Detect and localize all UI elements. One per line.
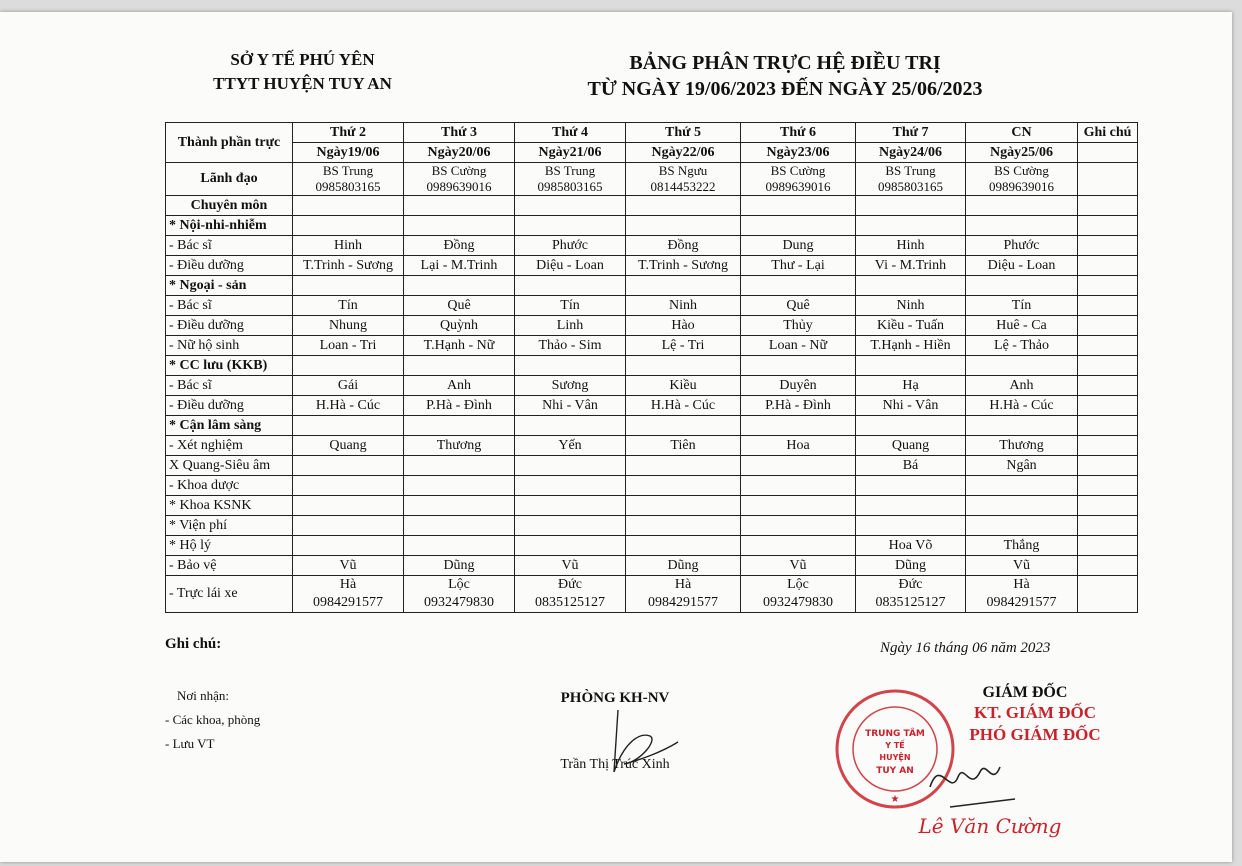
row-label: - Điều dưỡng [166,256,293,276]
org-line-2: TTYT HUYỆN TUY AN [213,74,392,93]
duty-cell [626,216,741,236]
duty-cell: Thương [404,436,515,456]
table-row [166,316,1138,336]
note-cell [1078,296,1138,316]
header-date-cell: Ngày23/06 [741,143,856,163]
leader-cell [856,163,966,196]
duty-cell: Yến [515,436,626,456]
leader-cell [626,163,741,196]
duty-cell: Thư - Lại [741,256,856,276]
org-header [175,48,430,96]
leader-phone: 0989639016 [765,179,831,194]
row-label: Lãnh đạo [166,163,293,196]
recipients-title: Nơi nhận: [177,688,230,703]
duty-cell [741,476,856,496]
duty-cell: Nhung [293,316,404,336]
stamp-text-1: TRUNG TÂM [865,729,925,739]
table-row [166,416,1138,436]
row-label: - Trực lái xe [166,576,293,613]
duty-cell [626,456,741,476]
deputy-director-line-1: KT. GIÁM ĐỐC [974,703,1096,722]
row-label: * Hộ lý [166,536,293,556]
table-row [166,216,1138,236]
table-row [166,436,1138,456]
duty-cell [515,216,626,236]
leader-name: BS Cường [770,163,826,178]
duty-cell [293,216,404,236]
note-cell [1078,216,1138,236]
duty-cell [404,356,515,376]
duty-cell [626,196,741,216]
recipient-item: - Các khoa, phòng [165,712,261,727]
duty-cell [856,196,966,216]
recipients-block [165,684,260,756]
duty-cell: Anh [966,376,1078,396]
duty-cell [966,356,1078,376]
driver-name: Hà [1013,577,1030,592]
leader-cell [741,163,856,196]
duty-cell: Hinh [293,236,404,256]
table-row [166,276,1138,296]
leader-cell [515,163,626,196]
duty-cell: Nhi - Vân [856,396,966,416]
note-cell [1078,576,1138,613]
note-cell [1078,236,1138,256]
note-cell [1078,276,1138,296]
duty-cell: Dũng [404,556,515,576]
row-label: * Khoa KSNK [166,496,293,516]
driver-name: Đức [558,577,582,592]
leader-cell [404,163,515,196]
table-header-row [166,143,1138,163]
row-label: - Bác sĩ [166,376,293,396]
duty-cell: Vũ [741,556,856,576]
duty-cell [741,496,856,516]
leader-cell [966,163,1078,196]
table-row [166,163,1138,196]
row-label: X Quang-Siêu âm [166,456,293,476]
org-line-1: SỞ Y TẾ PHÚ YÊN [230,50,375,69]
driver-phone: 0835125127 [875,595,946,610]
row-label: * Ngoại - sản [166,276,293,296]
driver-cell [626,576,741,613]
duty-cell: Ninh [626,296,741,316]
duty-cell: Hinh [856,236,966,256]
duty-cell [856,496,966,516]
duty-cell: Thương [966,436,1078,456]
duty-cell: H.Hà - Cúc [966,396,1078,416]
duty-cell: Lệ - Tri [626,336,741,356]
driver-phone: 0984291577 [648,595,718,610]
duty-cell: Phước [515,236,626,256]
header-date-cell: Ngày24/06 [856,143,966,163]
note-cell [1078,336,1138,356]
table-row [166,496,1138,516]
header-day-cell: Thứ 4 [515,123,626,143]
duty-cell [741,356,856,376]
duty-cell [404,496,515,516]
table-row [166,236,1138,256]
leader-name: BS Trung [885,163,936,178]
driver-phone: 0932479830 [763,595,833,610]
duty-cell [741,456,856,476]
leader-name: BS Trung [322,163,374,178]
duty-cell [856,356,966,376]
director-signature-icon [920,747,1030,817]
duty-cell: Duyên [741,376,856,396]
duty-cell: P.Hà - Đình [741,396,856,416]
duty-cell: Thắng [966,536,1078,556]
duty-cell [404,456,515,476]
duty-cell [856,476,966,496]
duty-cell: Loan - Nữ [741,336,856,356]
note-cell [1078,456,1138,476]
duty-cell [404,516,515,536]
duty-cell [966,276,1078,296]
table-row [166,516,1138,536]
duty-cell: Hoa Võ [856,536,966,556]
leader-phone: 0985803165 [878,179,943,194]
note-cell [1078,396,1138,416]
leader-name: BS Trung [544,163,596,178]
duty-cell [404,536,515,556]
table-row [166,576,1138,613]
stamp-text-2: Y TẾ [885,741,905,750]
duty-cell [626,276,741,296]
duty-cell [293,196,404,216]
driver-phone: 0835125127 [535,595,605,610]
duty-cell: Hoa [741,436,856,456]
duty-cell [515,516,626,536]
note-label: Ghi chú: [165,636,222,652]
duty-cell [741,216,856,236]
duty-cell [293,416,404,436]
driver-cell [293,576,404,613]
svg-text:★: ★ [890,794,900,805]
duty-cell [404,276,515,296]
row-label: - Xét nghiệm [166,436,293,456]
duty-cell [404,196,515,216]
header-date-cell: Ngày19/06 [293,143,404,163]
leader-name: BS Ngưu [658,163,708,178]
table-row [166,296,1138,316]
note-cell [1078,476,1138,496]
header-date-cell: Ngày22/06 [626,143,741,163]
duty-cell: H.Hà - Cúc [626,396,741,416]
department-signature-icon [600,702,690,782]
row-label: - Bác sĩ [166,296,293,316]
note-cell [1078,556,1138,576]
duty-cell: Ninh [856,296,966,316]
driver-cell [966,576,1078,613]
duty-cell [966,416,1078,436]
signing-date: Ngày 16 tháng 06 năm 2023 [880,640,1051,656]
duty-cell [404,476,515,496]
duty-cell: T.Hạnh - Nữ [404,336,515,356]
driver-name: Lộc [448,577,470,592]
duty-cell [293,476,404,496]
duty-cell: Tín [515,296,626,316]
duty-cell [856,516,966,536]
header-day-cell: Thứ 2 [293,123,404,143]
note-cell [1078,143,1138,163]
duty-cell: Hào [626,316,741,336]
duty-cell [515,356,626,376]
table-row [166,196,1138,216]
duty-cell [515,476,626,496]
row-label: - Bảo vệ [166,556,293,576]
note-cell [1078,516,1138,536]
leader-cell [293,163,404,196]
leader-phone: 0985803165 [315,179,381,194]
driver-name: Lộc [787,577,809,592]
duty-cell: Lại - M.Trinh [404,256,515,276]
duty-cell [515,416,626,436]
duty-cell: Huê - Ca [966,316,1078,336]
duty-cell [626,496,741,516]
duty-cell [404,216,515,236]
note-cell [1078,256,1138,276]
duty-cell [741,536,856,556]
duty-cell [404,416,515,436]
duty-cell [515,276,626,296]
table-row [166,376,1138,396]
duty-cell: Tín [966,296,1078,316]
table-row [166,456,1138,476]
department-title: PHÒNG KH-NV [560,690,670,706]
duty-cell: Hạ [856,376,966,396]
row-label: - Khoa dược [166,476,293,496]
duty-cell: Thủy [741,316,856,336]
duty-cell [741,416,856,436]
duty-cell: Anh [404,376,515,396]
duty-cell: Linh [515,316,626,336]
table-row [166,336,1138,356]
duty-cell [856,216,966,236]
duty-cell: H.Hà - Cúc [293,396,404,416]
driver-phone: 0932479830 [424,595,494,610]
duty-cell: Đồng [626,236,741,256]
stamp-text-4: TUY AN [876,766,914,776]
duty-cell: Kiều - Tuấn [856,316,966,336]
duty-cell [856,416,966,436]
header-day-cell: Thứ 5 [626,123,741,143]
director-title: GIÁM ĐỐC [982,684,1068,701]
header-role-cell: Thành phần trực [166,123,293,163]
duty-cell [966,196,1078,216]
duty-cell: Quang [293,436,404,456]
duty-cell: T.Trinh - Sương [293,256,404,276]
duty-cell [293,536,404,556]
duty-cell [293,496,404,516]
table-header-row [166,123,1138,143]
duty-cell: Lệ - Thảo [966,336,1078,356]
driver-cell [856,576,966,613]
duty-cell [626,416,741,436]
duty-cell [966,496,1078,516]
table-row [166,396,1138,416]
duty-cell [626,516,741,536]
leader-phone: 0814453222 [650,179,716,194]
header-day-cell: Thứ 7 [856,123,966,143]
row-label: - Nữ hộ sinh [166,336,293,356]
driver-cell [741,576,856,613]
duty-cell [741,276,856,296]
row-label: - Điều dưỡng [166,316,293,336]
driver-cell [404,576,515,613]
header-day-cell: Thứ 3 [404,123,515,143]
duty-cell [515,196,626,216]
duty-cell: Tín [293,296,404,316]
duty-cell [856,276,966,296]
duty-cell: Loan - Tri [293,336,404,356]
duty-cell [966,516,1078,536]
driver-name: Hà [674,577,692,592]
leader-name: BS Cường [431,163,487,178]
duty-cell [966,476,1078,496]
note-cell [1078,496,1138,516]
document-page [0,12,1232,862]
row-label: * Nội-nhi-nhiễm [166,216,293,236]
table-row [166,536,1138,556]
leader-phone: 0989639016 [426,179,492,194]
director-signer-name: Lê Văn Cường [918,814,1062,838]
duty-cell: Vi - M.Trinh [856,256,966,276]
stamp-text-3: HUYỆN [879,753,911,762]
duty-cell [515,456,626,476]
driver-cell [515,576,626,613]
duty-cell [741,196,856,216]
duty-cell: Quê [741,296,856,316]
leader-phone: 0989639016 [989,179,1054,194]
duty-cell: P.Hà - Đình [404,396,515,416]
duty-cell: Thảo - Sim [515,336,626,356]
duty-cell [515,536,626,556]
note-cell [1078,436,1138,456]
duty-cell: Quang [856,436,966,456]
duty-cell [626,536,741,556]
driver-name: Hà [339,577,357,592]
header-date-cell: Ngày21/06 [515,143,626,163]
duty-cell: Dung [741,236,856,256]
row-label: Chuyên môn [166,196,293,216]
document-title [540,50,1030,102]
recipient-item: - Lưu VT [165,736,215,751]
note-cell [1078,163,1138,196]
title-line-1: BẢNG PHÂN TRỰC HỆ ĐIỀU TRỊ [629,52,941,74]
deputy-director-line-2: PHÓ GIÁM ĐỐC [969,725,1101,744]
driver-name: Đức [898,577,923,592]
header-note-cell: Ghi chú [1078,123,1138,143]
duty-cell: T.Hạnh - Hiền [856,336,966,356]
duty-cell [741,516,856,536]
note-cell [1078,416,1138,436]
note-cell [1078,316,1138,336]
header-date-cell: Ngày20/06 [404,143,515,163]
leader-name: BS Cường [994,163,1049,178]
duty-cell: Diệu - Loan [515,256,626,276]
duty-cell [293,276,404,296]
duty-cell: Dũng [626,556,741,576]
duty-roster-table [165,122,1138,613]
duty-cell: Dũng [856,556,966,576]
duty-cell [626,476,741,496]
duty-cell: Bá [856,456,966,476]
duty-cell [293,356,404,376]
table-row [166,256,1138,276]
duty-cell [966,216,1078,236]
duty-cell: Tiên [626,436,741,456]
title-line-2: TỪ NGÀY 19/06/2023 ĐẾN NGÀY 25/06/2023 [587,78,983,100]
header-day-cell: Thứ 6 [741,123,856,143]
driver-phone: 0984291577 [313,595,383,610]
duty-cell: Vũ [293,556,404,576]
row-label: * CC lưu (KKB) [166,356,293,376]
duty-cell: Vũ [515,556,626,576]
row-label: - Điều dưỡng [166,396,293,416]
duty-cell: Nhi - Vân [515,396,626,416]
row-label: - Bác sĩ [166,236,293,256]
duty-cell [293,456,404,476]
row-label: * Cận lâm sàng [166,416,293,436]
table-row [166,476,1138,496]
duty-cell: Quỳnh [404,316,515,336]
duty-cell [515,496,626,516]
table-row [166,556,1138,576]
note-cell [1078,376,1138,396]
duty-cell: Phước [966,236,1078,256]
duty-cell: Ngân [966,456,1078,476]
duty-cell [626,356,741,376]
note-cell [1078,356,1138,376]
note-cell [1078,536,1138,556]
header-day-cell: CN [966,123,1078,143]
duty-cell: Diệu - Loan [966,256,1078,276]
duty-cell [293,516,404,536]
leader-phone: 0985803165 [537,179,603,194]
driver-phone: 0984291577 [986,595,1057,610]
header-date-cell: Ngày25/06 [966,143,1078,163]
duty-cell: Quê [404,296,515,316]
duty-cell: Sương [515,376,626,396]
duty-cell: Kiều [626,376,741,396]
table-row [166,356,1138,376]
duty-cell: T.Trinh - Sương [626,256,741,276]
duty-cell: Đồng [404,236,515,256]
duty-cell: Gái [293,376,404,396]
duty-cell: Vũ [966,556,1078,576]
department-signer-name: Trần Thị Trúc Xinh [560,757,670,772]
note-cell [1078,196,1138,216]
row-label: * Viện phí [166,516,293,536]
